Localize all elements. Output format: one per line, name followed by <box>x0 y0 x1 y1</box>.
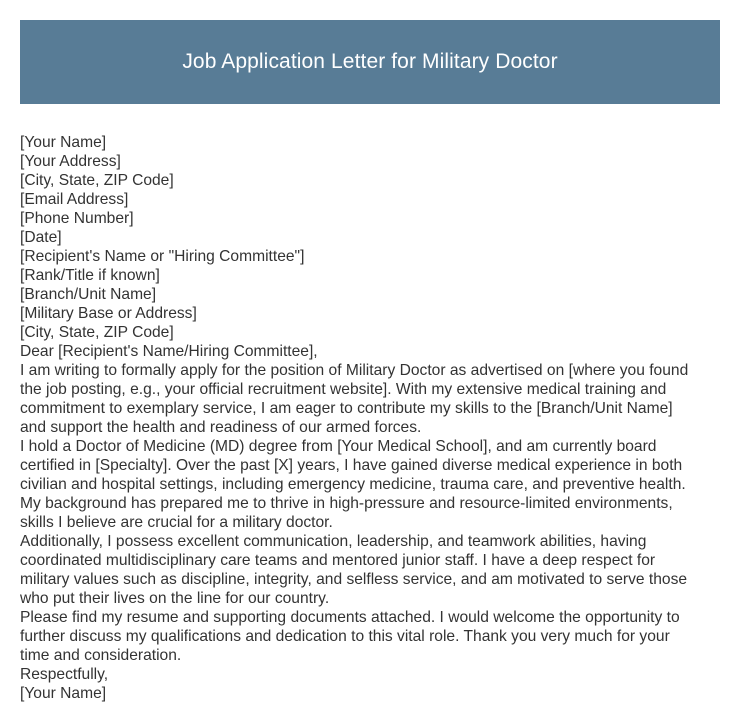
letter-line: the job posting, e.g., your official recruitment website]. With my extensive medical training and <box>20 381 667 398</box>
letter-line: [Military Base or Address] <box>20 305 197 322</box>
letter-line: coordinated multidisciplinary care teams and mentored junior staff. I have a deep respect for <box>20 552 656 569</box>
letter-line: Dear [Recipient's Name/Hiring Committee], <box>20 343 318 360</box>
letter-line: I am writing to formally apply for the position of Military Doctor as advertised on [where you found <box>20 362 689 379</box>
letter-line: [Your Address] <box>20 153 121 170</box>
letter-line: [City, State, ZIP Code] <box>20 324 174 341</box>
letter-line: time and consideration. <box>20 647 182 664</box>
letter-line: [Email Address] <box>20 191 129 208</box>
letter-line: military values such as discipline, integrity, and selfless service, and am motivated to serve those <box>20 571 688 588</box>
letter-line: skills I believe are crucial for a military doctor. <box>20 514 333 531</box>
letter-line: Respectfully, <box>20 666 109 683</box>
letter-line: [Phone Number] <box>20 210 134 227</box>
letter-line: further discuss my qualifications and dedication to this vital role. Thank you very much for your <box>20 628 670 645</box>
letter-line: [Date] <box>20 229 62 246</box>
page-title: Job Application Letter for Military Doctor <box>182 50 558 73</box>
letter-line: [City, State, ZIP Code] <box>20 172 174 189</box>
letter-line: commitment to exemplary service, I am eager to contribute my skills to the [Branch/Unit Name] <box>20 400 673 417</box>
letter-line: [Rank/Title if known] <box>20 267 160 284</box>
letter-line: [Your Name] <box>20 685 107 702</box>
letter-line: [Recipient's Name or "Hiring Committee"] <box>20 248 305 265</box>
letter-line: My background has prepared me to thrive in high-pressure and resource-limited environments, <box>20 495 673 512</box>
letter-body <box>20 133 720 703</box>
letter-line: certified in [Specialty]. Over the past [X] years, I have gained diverse medical experience in both <box>20 457 683 474</box>
letter-line: Please find my resume and supporting documents attached. I would welcome the opportunity to <box>20 609 680 626</box>
letter-line: who put their lives on the line for our country. <box>20 590 330 607</box>
letter-line: and support the health and readiness of our armed forces. <box>20 419 422 436</box>
letter-line: civilian and hospital settings, including emergency medicine, trauma care, and preventive health. <box>20 476 686 493</box>
letter-line: [Your Name] <box>20 134 107 151</box>
title-banner <box>20 20 720 104</box>
letter-line: Additionally, I possess excellent communication, leadership, and teamwork abilities, having <box>20 533 647 550</box>
letter-line: I hold a Doctor of Medicine (MD) degree from [Your Medical School], and am currently board <box>20 438 657 455</box>
letter-line: [Branch/Unit Name] <box>20 286 157 303</box>
